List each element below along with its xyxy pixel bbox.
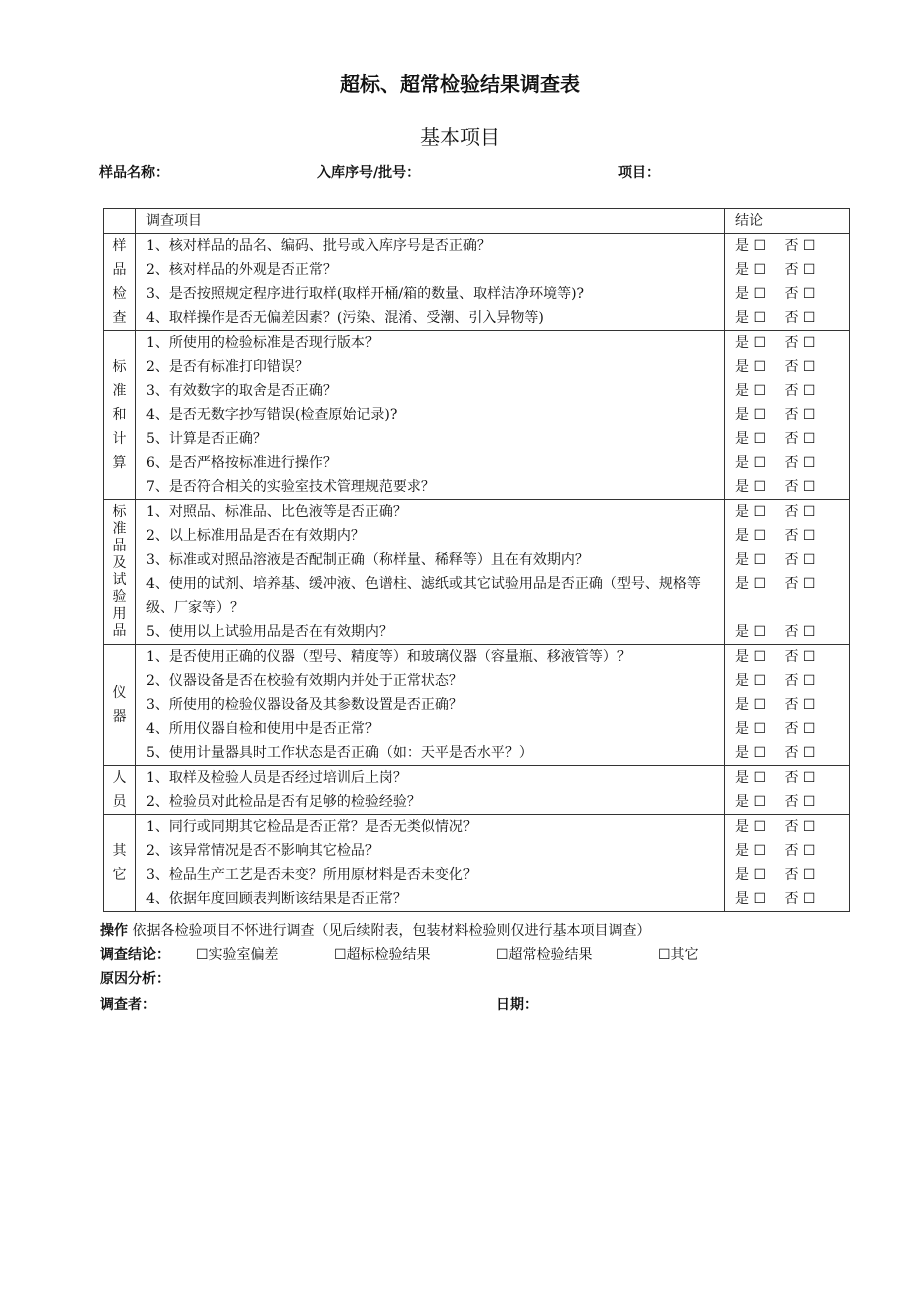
page-subtitle: 基本项目 bbox=[420, 125, 500, 149]
check-item: 3、标准或对照品溶液是否配制正确（称样量、稀释等）且在有效期内？ bbox=[146, 552, 589, 568]
check-item: 2、该异常情况是否不影响其它检品？ bbox=[146, 843, 379, 859]
check-item: 4、是否无数字抄写错误(检查原始记录)? bbox=[146, 407, 398, 423]
yes-no-checkboxes[interactable]: 是 ☐ 否 ☐ bbox=[735, 794, 816, 810]
section-row bbox=[104, 500, 850, 645]
yes-no-checkboxes[interactable]: 是 ☐ 否 ☐ bbox=[735, 286, 816, 302]
yes-no-checkboxes[interactable]: 是 ☐ 否 ☐ bbox=[735, 673, 816, 689]
header-items: 调查项目 bbox=[146, 213, 202, 229]
yes-no-checkboxes[interactable]: 是 ☐ 否 ☐ bbox=[735, 770, 816, 786]
check-item: 1、取样及检验人员是否经过培训后上岗？ bbox=[146, 770, 407, 786]
operation-text: 依据各检验项目不怀进行调查（见后续附表，包装材料检验则仅进行基本项目调查） bbox=[132, 923, 651, 939]
check-item: 5、使用以上试验用品是否在有效期内？ bbox=[146, 624, 393, 640]
section-category: 其 它 bbox=[112, 843, 127, 883]
page-title: 超标、超常检验结果调查表 bbox=[340, 72, 580, 96]
yes-no-checkboxes[interactable]: 是 ☐ 否 ☐ bbox=[735, 407, 816, 423]
yes-no-checkboxes[interactable]: 是 ☐ 否 ☐ bbox=[735, 335, 816, 351]
yes-no-checkboxes[interactable]: 是 ☐ 否 ☐ bbox=[735, 697, 816, 713]
yes-no-checkboxes[interactable]: 是 ☐ 否 ☐ bbox=[735, 238, 816, 254]
operation-note bbox=[100, 920, 860, 940]
yes-no-checkboxes[interactable]: 是 ☐ 否 ☐ bbox=[735, 624, 816, 640]
check-item: 1、是否使用正确的仪器（型号、精度等）和玻璃仪器（容量瓶、移液管等）？ bbox=[146, 649, 631, 665]
yes-no-checkboxes[interactable]: 是 ☐ 否 ☐ bbox=[735, 552, 816, 568]
check-item: 2、仪器设备是否在校验有效期内并处于正常状态？ bbox=[146, 673, 463, 689]
option-lab-deviation[interactable]: ☐实验室偏差 bbox=[196, 947, 279, 963]
conclusion-row bbox=[100, 944, 860, 964]
check-item: 4、依据年度回顾表判断该结果是否正常？ bbox=[146, 891, 407, 907]
section-row bbox=[104, 331, 850, 500]
yes-no-checkboxes[interactable]: 是 ☐ 否 ☐ bbox=[735, 431, 816, 447]
check-item: 4、使用的试剂、培养基、缓冲液、色谱柱、滤纸或其它试验用品是否正确（型号、规格等级、厂家等）？ bbox=[146, 576, 701, 616]
section-row bbox=[104, 766, 850, 815]
cause-analysis-label: 原因分析： bbox=[100, 971, 170, 987]
check-item: 5、使用计量器具时工作状态是否正确（如：天平是否水平？） bbox=[146, 745, 533, 761]
yes-no-checkboxes[interactable]: 是 ☐ 否 ☐ bbox=[735, 455, 816, 471]
option-oos[interactable]: ☐超标检验结果 bbox=[334, 947, 431, 963]
operation-label: 操作 bbox=[100, 923, 128, 939]
inspection-table bbox=[103, 208, 850, 912]
yes-no-checkboxes[interactable]: 是 ☐ 否 ☐ bbox=[735, 891, 816, 907]
table-header-row bbox=[104, 209, 850, 234]
yes-no-checkboxes[interactable]: 是 ☐ 否 ☐ bbox=[735, 479, 816, 495]
yes-no-checkboxes[interactable]: 是 ☐ 否 ☐ bbox=[735, 504, 816, 520]
yes-no-checkboxes[interactable]: 是 ☐ 否 ☐ bbox=[735, 721, 816, 737]
date-label: 日期： bbox=[496, 997, 538, 1013]
yes-no-checkboxes[interactable]: 是 ☐ 否 ☐ bbox=[735, 867, 816, 883]
check-item: 1、同行或同期其它检品是否正常？是否无类似情况？ bbox=[146, 819, 477, 835]
check-item: 1、对照品、标准品、比色液等是否正确？ bbox=[146, 504, 407, 520]
yes-no-checkboxes[interactable]: 是 ☐ 否 ☐ bbox=[735, 528, 816, 544]
check-item: 2、核对样品的外观是否正常？ bbox=[146, 262, 337, 278]
check-item: 3、所使用的检验仪器设备及其参数设置是否正确？ bbox=[146, 697, 463, 713]
yes-no-checkboxes[interactable]: 是 ☐ 否 ☐ bbox=[735, 359, 816, 375]
section-row bbox=[104, 815, 850, 912]
section-row bbox=[104, 234, 850, 331]
check-item: 3、检品生产工艺是否未变？所用原材料是否未变化？ bbox=[146, 867, 477, 883]
yes-no-checkboxes[interactable]: 是 ☐ 否 ☐ bbox=[735, 262, 816, 278]
investigator-label: 调查者： bbox=[100, 997, 156, 1013]
yes-no-checkboxes[interactable]: 是 ☐ 否 ☐ bbox=[735, 310, 816, 326]
yes-no-checkboxes[interactable]: 是 ☐ 否 ☐ bbox=[735, 383, 816, 399]
check-item: 3、是否按照规定程序进行取样(取样开桶/箱的数量、取样洁净环境等)? bbox=[146, 286, 585, 302]
yes-no-checkboxes[interactable]: 是 ☐ 否 ☐ bbox=[735, 649, 816, 665]
check-item: 4、取样操作是否无偏差因素？(污染、混淆、受潮、引入异物等) bbox=[146, 310, 544, 326]
section-category: 样 品 检 查 bbox=[112, 238, 127, 326]
conclusion-label: 调查结论： bbox=[100, 947, 170, 963]
yes-no-checkboxes[interactable]: 是 ☐ 否 ☐ bbox=[735, 819, 816, 835]
yes-no-checkboxes[interactable]: 是 ☐ 否 ☐ bbox=[735, 745, 816, 761]
check-item: 6、是否严格按标准进行操作？ bbox=[146, 455, 337, 471]
check-item: 2、是否有标准打印错误？ bbox=[146, 359, 309, 375]
check-item: 3、有效数字的取舍是否正确？ bbox=[146, 383, 337, 399]
check-item: 2、检验员对此检品是否有足够的检验经验？ bbox=[146, 794, 421, 810]
yes-no-checkboxes[interactable]: 是 ☐ 否 ☐ bbox=[735, 843, 816, 859]
section-category: 仪 器 bbox=[112, 685, 127, 725]
check-item: 2、以上标准用品是否在有效期内？ bbox=[146, 528, 365, 544]
section-category: 标 准 和 计 算 bbox=[112, 359, 127, 471]
section-row bbox=[104, 645, 850, 766]
item-label: 项目： bbox=[618, 165, 660, 181]
header-conclusion: 结论 bbox=[735, 213, 763, 229]
sample-name-label: 样品名称： bbox=[99, 165, 169, 181]
option-oot[interactable]: ☐超常检验结果 bbox=[496, 947, 593, 963]
check-item: 1、核对样品的品名、编码、批号或入库序号是否正确？ bbox=[146, 238, 491, 254]
section-category: 人 员 bbox=[112, 770, 127, 810]
batch-label: 入库序号/批号： bbox=[317, 165, 421, 181]
section-category: 标 准 品 及 试 验 用 品 bbox=[112, 504, 127, 639]
check-item: 5、计算是否正确？ bbox=[146, 431, 267, 447]
yes-no-checkboxes[interactable]: 是 ☐ 否 ☐ bbox=[735, 576, 816, 592]
check-item: 7、是否符合相关的实验室技术管理规范要求？ bbox=[146, 479, 435, 495]
check-item: 1、所使用的检验标准是否现行版本？ bbox=[146, 335, 379, 351]
option-other[interactable]: ☐其它 bbox=[658, 947, 699, 963]
check-item: 4、所用仪器自检和使用中是否正常？ bbox=[146, 721, 379, 737]
